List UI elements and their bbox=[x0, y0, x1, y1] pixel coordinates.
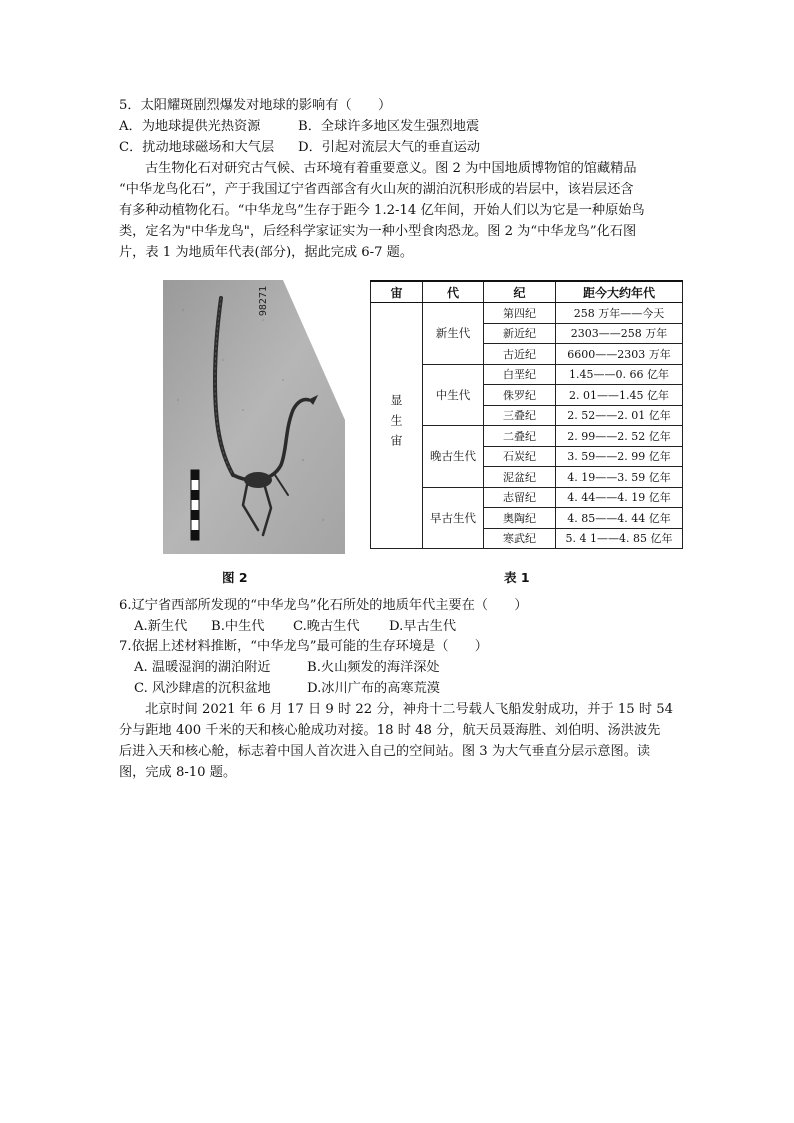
q7-option-d: D.冰川广布的高寒荒漠 bbox=[307, 681, 440, 696]
q7-stem: 7.依据上述材料推断，“中华龙鸟”最可能的生存环境是（ ） bbox=[119, 639, 488, 654]
passage2-line1: 北京时间 2021 年 6 月 17 日 9 时 22 分，神舟十二号载人飞船发射成功，并于 15 时 54 bbox=[145, 702, 674, 717]
geologic-time-table bbox=[370, 280, 683, 549]
era-late-paleozoic: 晚古生代 bbox=[423, 426, 484, 488]
passage1-line5: 片，表 1 为地质年代表(部分)，据此完成 6-7 题。 bbox=[119, 245, 414, 260]
eon-cell bbox=[371, 303, 423, 549]
age-cell: 2. 01——1.45 亿年 bbox=[556, 385, 683, 406]
q7-option-c: C. 风沙肆虐的沉积盆地 bbox=[134, 681, 271, 696]
header-era: 代 bbox=[423, 281, 484, 303]
age-cell: 1.45——0. 66 亿年 bbox=[556, 364, 683, 385]
q5-stem: 5．太阳耀斑剧烈爆发对地球的影响有（ ） bbox=[119, 98, 392, 113]
age-cell: 2. 52——2. 01 亿年 bbox=[556, 405, 683, 426]
q6-option-d: D.早古生代 bbox=[389, 619, 457, 634]
period-cell: 寒武纪 bbox=[484, 528, 556, 549]
period-cell: 新近纪 bbox=[484, 323, 556, 344]
passage2-line3: 后进入天和核心舱，标志着中国人首次进入自己的空间站。图 3 为大气垂直分层示意图。读 bbox=[119, 744, 651, 759]
q6-option-b: B.中生代 bbox=[211, 619, 265, 634]
q5-option-d: D．引起对流层大气的垂直运动 bbox=[298, 140, 481, 155]
header-age: 距今大约年代 bbox=[556, 281, 683, 303]
age-cell: 4. 85——4. 44 亿年 bbox=[556, 508, 683, 529]
q6-option-a: A.新生代 bbox=[134, 619, 188, 634]
age-cell: 2. 99——2. 52 亿年 bbox=[556, 426, 683, 447]
age-cell: 3. 59——2. 99 亿年 bbox=[556, 446, 683, 467]
period-cell: 二叠纪 bbox=[484, 426, 556, 447]
table-header-row bbox=[371, 281, 683, 303]
table-row bbox=[371, 303, 683, 324]
q5-option-a: A．为地球提供光热资源 bbox=[119, 119, 261, 134]
passage1-line1: 古生物化石对研究古气候、古环境有着重要意义。图 2 为中国地质博物馆的馆藏精品 bbox=[145, 161, 637, 176]
period-cell: 三叠纪 bbox=[484, 405, 556, 426]
q7-option-a: A. 温暖湿润的湖泊附近 bbox=[134, 660, 271, 675]
passage1-line2: “中华龙鸟化石”，产于我国辽宁省西部含有火山灰的湖泊沉积形成的岩层中，该岩层还含 bbox=[119, 182, 634, 197]
passage2-line4: 图，完成 8-10 题。 bbox=[119, 765, 237, 780]
era-mesozoic: 中生代 bbox=[423, 364, 484, 426]
q7-option-b: B.火山频发的海洋深处 bbox=[307, 660, 440, 675]
rock-slab bbox=[163, 280, 345, 554]
passage2-line2: 分与距地 400 千米的天和核心舱成功对接。18 时 48 分，航天员聂海胜、刘伯明、汤洪波先 bbox=[119, 723, 661, 738]
fossil-figure bbox=[163, 280, 345, 554]
q6-stem: 6.辽宁省西部所发现的“中华龙鸟”化石所处的地质年代主要在（ ） bbox=[119, 598, 528, 613]
period-cell: 第四纪 bbox=[484, 303, 556, 324]
table1-caption: 表 1 bbox=[504, 570, 530, 585]
q5-option-c: C．扰动地球磁场和大气层 bbox=[119, 140, 275, 155]
figure2-caption: 图 2 bbox=[222, 570, 248, 585]
period-cell: 石炭纪 bbox=[484, 446, 556, 467]
period-cell: 志留纪 bbox=[484, 487, 556, 508]
period-cell: 泥盆纪 bbox=[484, 467, 556, 488]
period-cell: 古近纪 bbox=[484, 344, 556, 365]
age-cell: 4. 44——4. 19 亿年 bbox=[556, 487, 683, 508]
q6-option-c: C.晚古生代 bbox=[293, 619, 360, 634]
scale-bar bbox=[191, 470, 199, 540]
header-period: 纪 bbox=[484, 281, 556, 303]
period-cell: 奥陶纪 bbox=[484, 508, 556, 529]
eon-label: 显生宙 bbox=[389, 394, 403, 454]
age-cell: 5. 4 1——4. 85 亿年 bbox=[556, 528, 683, 549]
age-cell: 258 万年——今天 bbox=[556, 303, 683, 324]
period-cell: 白垩纪 bbox=[484, 364, 556, 385]
era-early-paleozoic: 早古生代 bbox=[423, 487, 484, 549]
age-cell: 6600——2303 万年 bbox=[556, 344, 683, 365]
passage1-line3: 有多种动植物化石。“中华龙鸟”生存于距今 1.2-14 亿年间，开始人们以为它是一种原始鸟 bbox=[119, 203, 645, 218]
era-cenozoic: 新生代 bbox=[423, 303, 484, 365]
header-eon: 宙 bbox=[371, 281, 423, 303]
specimen-label: 98271 bbox=[258, 286, 269, 317]
age-cell: 2303——258 万年 bbox=[556, 323, 683, 344]
age-cell: 4. 19——3. 59 亿年 bbox=[556, 467, 683, 488]
passage1-line4: 类，定名为"中华龙鸟"，后经科学家证实为一种小型食肉恐龙。图 2 为“中华龙鸟”化石图 bbox=[119, 224, 637, 239]
q5-option-b: B．全球许多地区发生强烈地震 bbox=[298, 119, 480, 134]
period-cell: 侏罗纪 bbox=[484, 385, 556, 406]
